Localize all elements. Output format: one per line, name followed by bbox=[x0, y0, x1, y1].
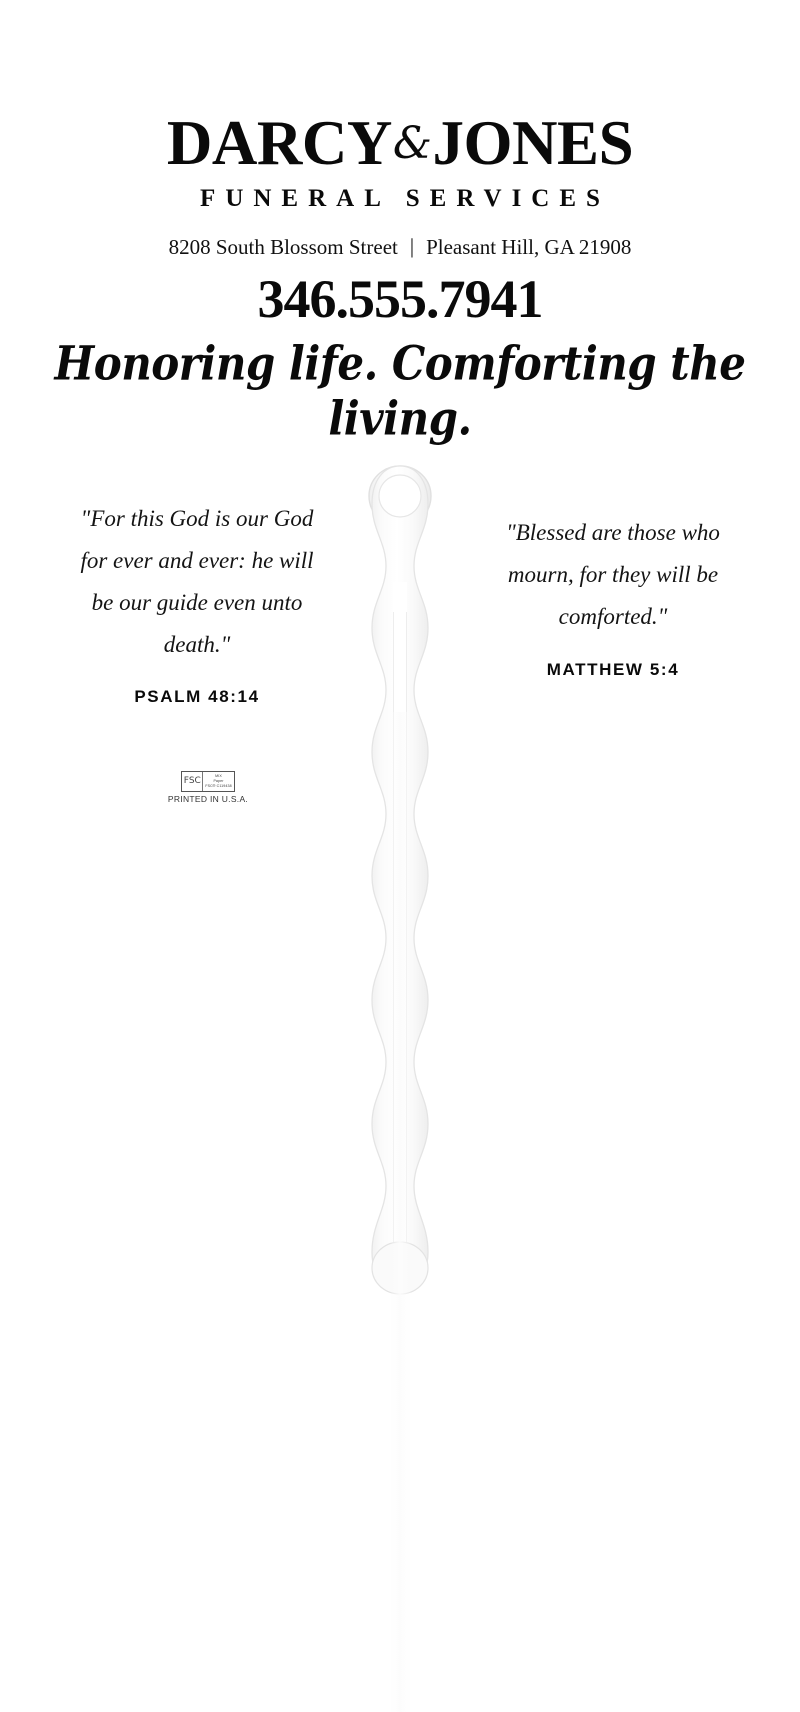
tagline: Honoring life. Comforting the living. bbox=[54, 336, 746, 446]
bookmark-top-loop bbox=[379, 475, 421, 517]
fsc-tree-icon bbox=[182, 772, 203, 791]
fsc-line-3: FSC® C119438 bbox=[205, 783, 232, 788]
verse-block-right bbox=[488, 512, 738, 680]
verse-reference: MATTHEW 5:4 bbox=[546, 659, 680, 679]
verse-block-left bbox=[72, 498, 322, 707]
business-name-part2: JONES bbox=[432, 108, 634, 178]
verse-text: "For this God is our God for ever and ever: he will be our guide even unto death." bbox=[80, 506, 314, 657]
verse-reference: PSALM 48:14 bbox=[134, 687, 260, 707]
business-name bbox=[0, 108, 800, 178]
business-subtitle: FUNERAL SERVICES bbox=[200, 185, 610, 212]
city-state-zip: Pleasant Hill, GA 21908 bbox=[426, 235, 632, 259]
fsc-line-1: MIX bbox=[215, 774, 222, 779]
print-mark-block bbox=[160, 770, 256, 804]
verse-text: "Blessed are those who mourn, for they will be comforted." bbox=[506, 520, 720, 629]
business-name-part1: DARCY bbox=[166, 108, 392, 178]
scalloped-bookmark-illustration bbox=[339, 462, 461, 1300]
fsc-logo-label: FSC bbox=[183, 776, 201, 786]
fsc-text-lines bbox=[203, 772, 233, 791]
address-separator: | bbox=[409, 234, 415, 258]
fsc-certification-icon bbox=[181, 771, 234, 792]
street-address: 8208 South Blossom Street bbox=[168, 235, 398, 259]
printed-in-usa-label: PRINTED IN U.S.A. bbox=[167, 794, 249, 804]
address-line bbox=[0, 235, 800, 260]
shaft-highlight bbox=[393, 582, 407, 1242]
ampersand-glyph: & bbox=[392, 118, 432, 169]
letterhead-logo-block bbox=[0, 108, 800, 446]
bookmark-bottom-tip bbox=[372, 1242, 428, 1294]
fsc-line-2: Paper bbox=[213, 779, 224, 784]
phone-number: 346.555.7941 bbox=[257, 269, 543, 329]
